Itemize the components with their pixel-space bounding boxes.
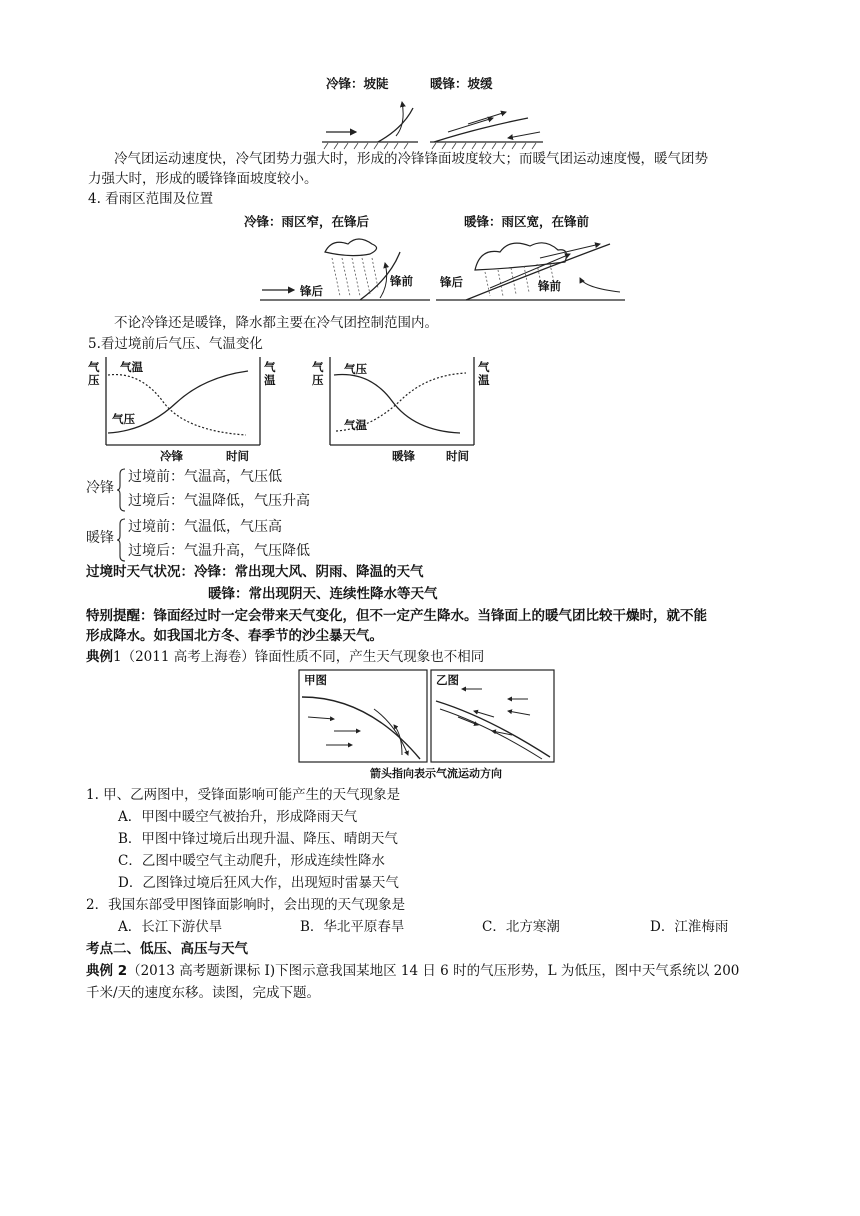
warm-front-after: 过境后：气温升高，气压降低	[128, 543, 310, 559]
cold-front-ahead-label: 锋前	[390, 274, 413, 288]
cold-curve-pressure-label: 气压	[112, 412, 135, 426]
figure-warm-front-curves	[310, 355, 510, 465]
warm-rain-title: 暖锋：雨区宽，在锋前	[464, 214, 590, 229]
cold-front-name: 冷锋	[86, 480, 114, 496]
cold-pressure-axis: 气 压	[88, 360, 100, 387]
q2-option-d: D．江淮梅雨	[650, 919, 729, 935]
cold-front-slope-label: 冷锋：坡陡	[326, 76, 389, 91]
reminder-line2: 形成降水。如我国北方冬、春季节的沙尘暴天气。	[86, 628, 383, 644]
example2-line1	[86, 962, 739, 980]
example1-line	[86, 648, 484, 666]
warm-front-slope-label: 暖锋：坡缓	[430, 76, 493, 91]
cold-front-before: 过境前：气温高，气压低	[128, 469, 282, 485]
example2-text-line1: （2013 高考题新课标 I)下图示意我国某地区 14 日 6 时的气压形势，L 为低压，图中天气系统以 200	[127, 963, 740, 979]
figure-example1	[298, 669, 556, 781]
rain-area-drawing	[240, 208, 630, 308]
warm-front-before: 过境前：气温低，气压高	[128, 519, 282, 535]
example2-line2: 千米/天的速度东移。读图，完成下题。	[86, 985, 321, 1001]
warm-curve-temp-label: 气温	[344, 418, 367, 432]
figure-cold-front-curves	[86, 355, 286, 465]
paragraph-rain-control: 不论冷锋还是暖锋，降水都主要在冷气团控制范围内。	[114, 315, 438, 331]
example1-right-title: 乙图	[436, 673, 459, 687]
cold-front-axis-label: 冷锋	[160, 449, 183, 463]
q1-option-b: B．甲图中锋过境后出现升温、降压、晴朗天气	[118, 831, 398, 847]
cold-rain-title: 冷锋：雨区窄，在锋后	[244, 214, 370, 229]
warm-front-summary	[86, 516, 386, 566]
q2-stem: 2．我国东部受甲图锋面影响时，会出现的天气现象是	[86, 897, 406, 913]
warm-front-name: 暖锋	[86, 530, 114, 546]
cold-curve-temp-label: 气温	[120, 360, 143, 374]
figure-front-slope	[318, 70, 548, 150]
cold-front-behind-label: 锋后	[300, 284, 323, 298]
warm-pressure-axis: 气 压	[312, 360, 324, 387]
heading-pressure-temp: 5.看过境前后气压、气温变化	[88, 336, 263, 352]
q2-option-b: B．华北平原春旱	[300, 919, 405, 935]
cold-temp-axis: 气 温	[264, 360, 276, 387]
brace-icon	[116, 518, 126, 562]
weather-warm-line: 暖锋：常出现阴天、连续性降水等天气	[208, 586, 438, 602]
warm-time-axis-label: 时间	[446, 449, 469, 463]
cold-front-summary	[86, 466, 386, 516]
q1-option-a: A．甲图中暖空气被抬升，形成降雨天气	[118, 809, 358, 825]
front-slope-drawing	[318, 88, 548, 150]
section-heading-pressure: 考点二、低压、高压与天气	[86, 941, 248, 957]
q1-option-c: C．乙图中暖空气主动爬升，形成连续性降水	[118, 853, 385, 869]
q1-stem: 1. 甲、乙两图中，受锋面影响可能产生的天气现象是	[86, 787, 401, 803]
warm-front-ahead-label: 锋前	[538, 279, 561, 293]
warm-curve-pressure-label: 气压	[344, 362, 367, 376]
warm-front-axis-label: 暖锋	[392, 449, 415, 463]
example1-label: 典例	[86, 649, 113, 665]
example1-left-title: 甲图	[304, 673, 327, 687]
weather-cold-line: 过境时天气状况：冷锋：常出现大风、阴雨、降温的天气	[86, 564, 424, 580]
example1-caption: 箭头指向表示气流运动方向	[370, 767, 502, 780]
brace-icon	[116, 468, 126, 512]
heading-rain-area: 4. 看雨区范围及位置	[88, 191, 214, 207]
cold-time-axis-label: 时间	[226, 449, 249, 463]
example1-text: （2011 高考上海卷）锋面性质不同，产生天气现象也不相同	[121, 649, 485, 665]
example1-number: 1	[113, 649, 122, 665]
q2-option-a: A．长江下游伏旱	[118, 919, 223, 935]
q2-option-c: C．北方寒潮	[482, 919, 560, 935]
example2-label: 典例 2	[86, 963, 128, 979]
cold-front-after: 过境后：气温降低，气压升高	[128, 493, 310, 509]
cold-curve-drawing	[86, 355, 286, 465]
warm-temp-axis: 气 温	[478, 360, 490, 387]
reminder-line1: 特别提醒：锋面经过时一定会带来天气变化，但不一定产生降水。当锋面上的暖气团比较干燥时，就不能	[86, 608, 707, 624]
figure-rain-area	[240, 208, 630, 308]
paragraph-slope-line2: 力强大时，形成的暖锋锋面坡度较小。	[88, 171, 318, 187]
q1-option-d: D．乙图锋过境后狂风大作，出现短时雷暴天气	[118, 875, 399, 891]
paragraph-slope-line1: 冷气团运动速度快，冷气团势力强大时，形成的冷锋锋面坡度较大；而暖气团运动速度慢，暖气团势	[114, 151, 708, 167]
warm-front-behind-label: 锋后	[440, 275, 463, 289]
